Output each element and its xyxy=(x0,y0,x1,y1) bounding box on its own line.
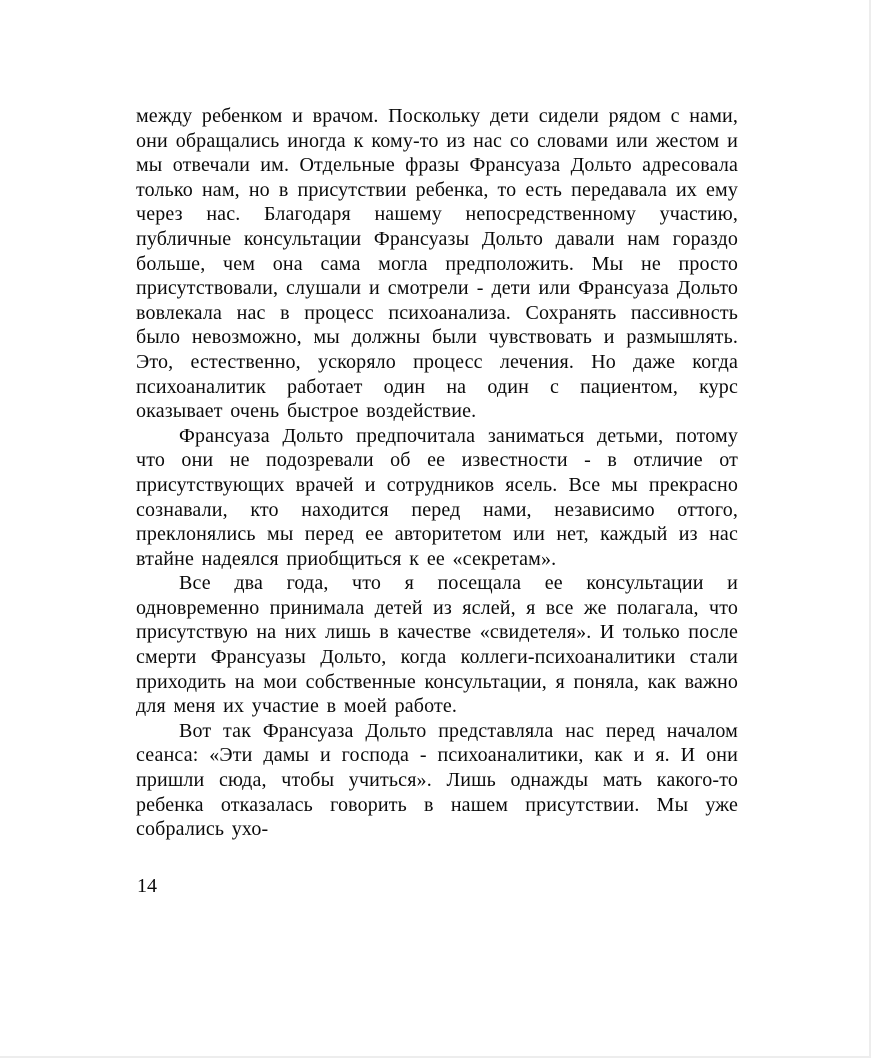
paragraph: Франсуаза Дольто предпочитала заниматься детьми, потому что они не подозревали об ее известности - в отличие от присутствующих врачей и сотрудников ясель. Все мы прекрасно сознавали, кто находится перед нами, независимо оттого, преклонялись мы перед ее авторитетом или нет, каждый из нас втайне надеялся приобщиться к ее «секретам». xyxy=(136,424,738,570)
paragraph-continuation: между ребенком и врачом. Поскольку дети сидели рядом с нами, они обращались иногда к кому-то из нас со словами или жестом и мы отвечали им. Отдельные фразы Франсуаза Дольто адресовала только нам, но в присутствии ребенка, то есть передавала их ему через нас. Благодаря нашему непосредственному участию, публичные консультации Франсуазы Дольто давали нам гораздо больше, чем она сама могла предположить. Мы не просто присутствовали, слушали и смотрели - дети или Франсуаза Дольто вовлекала нас в процесс психоанализа. Сохранять пассивность было невозможно, мы должны были чувствовать и размышлять. Это, естественно, ускоряло процесс лечения. Но даже когда психоаналитик работает один на один с пациентом, курс оказывает очень быстрое воздействие. xyxy=(136,105,738,423)
page-number: 14 xyxy=(137,875,157,897)
paragraph: Вот так Франсуаза Дольто представляла нас перед началом сеанса: «Эти дамы и господа - психоаналитики, как и я. И они пришли сюда, чтобы учиться». Лишь однажды мать какого-то ребенка отказалась говорить в нашем присутствии. Мы уже собрались ухо- xyxy=(136,719,738,841)
page-text xyxy=(136,104,738,842)
paragraph: Все два года, что я посещала ее консультации и одновременно принимала детей из яслей, я все же полагала, что присутствую на них лишь в качестве «свидетеля». И только после смерти Франсуазы Дольто, когда коллеги-психоаналитики стали приходить на мои собственные консультации, я поняла, как важно для меня их участие в моей работе. xyxy=(136,572,738,718)
